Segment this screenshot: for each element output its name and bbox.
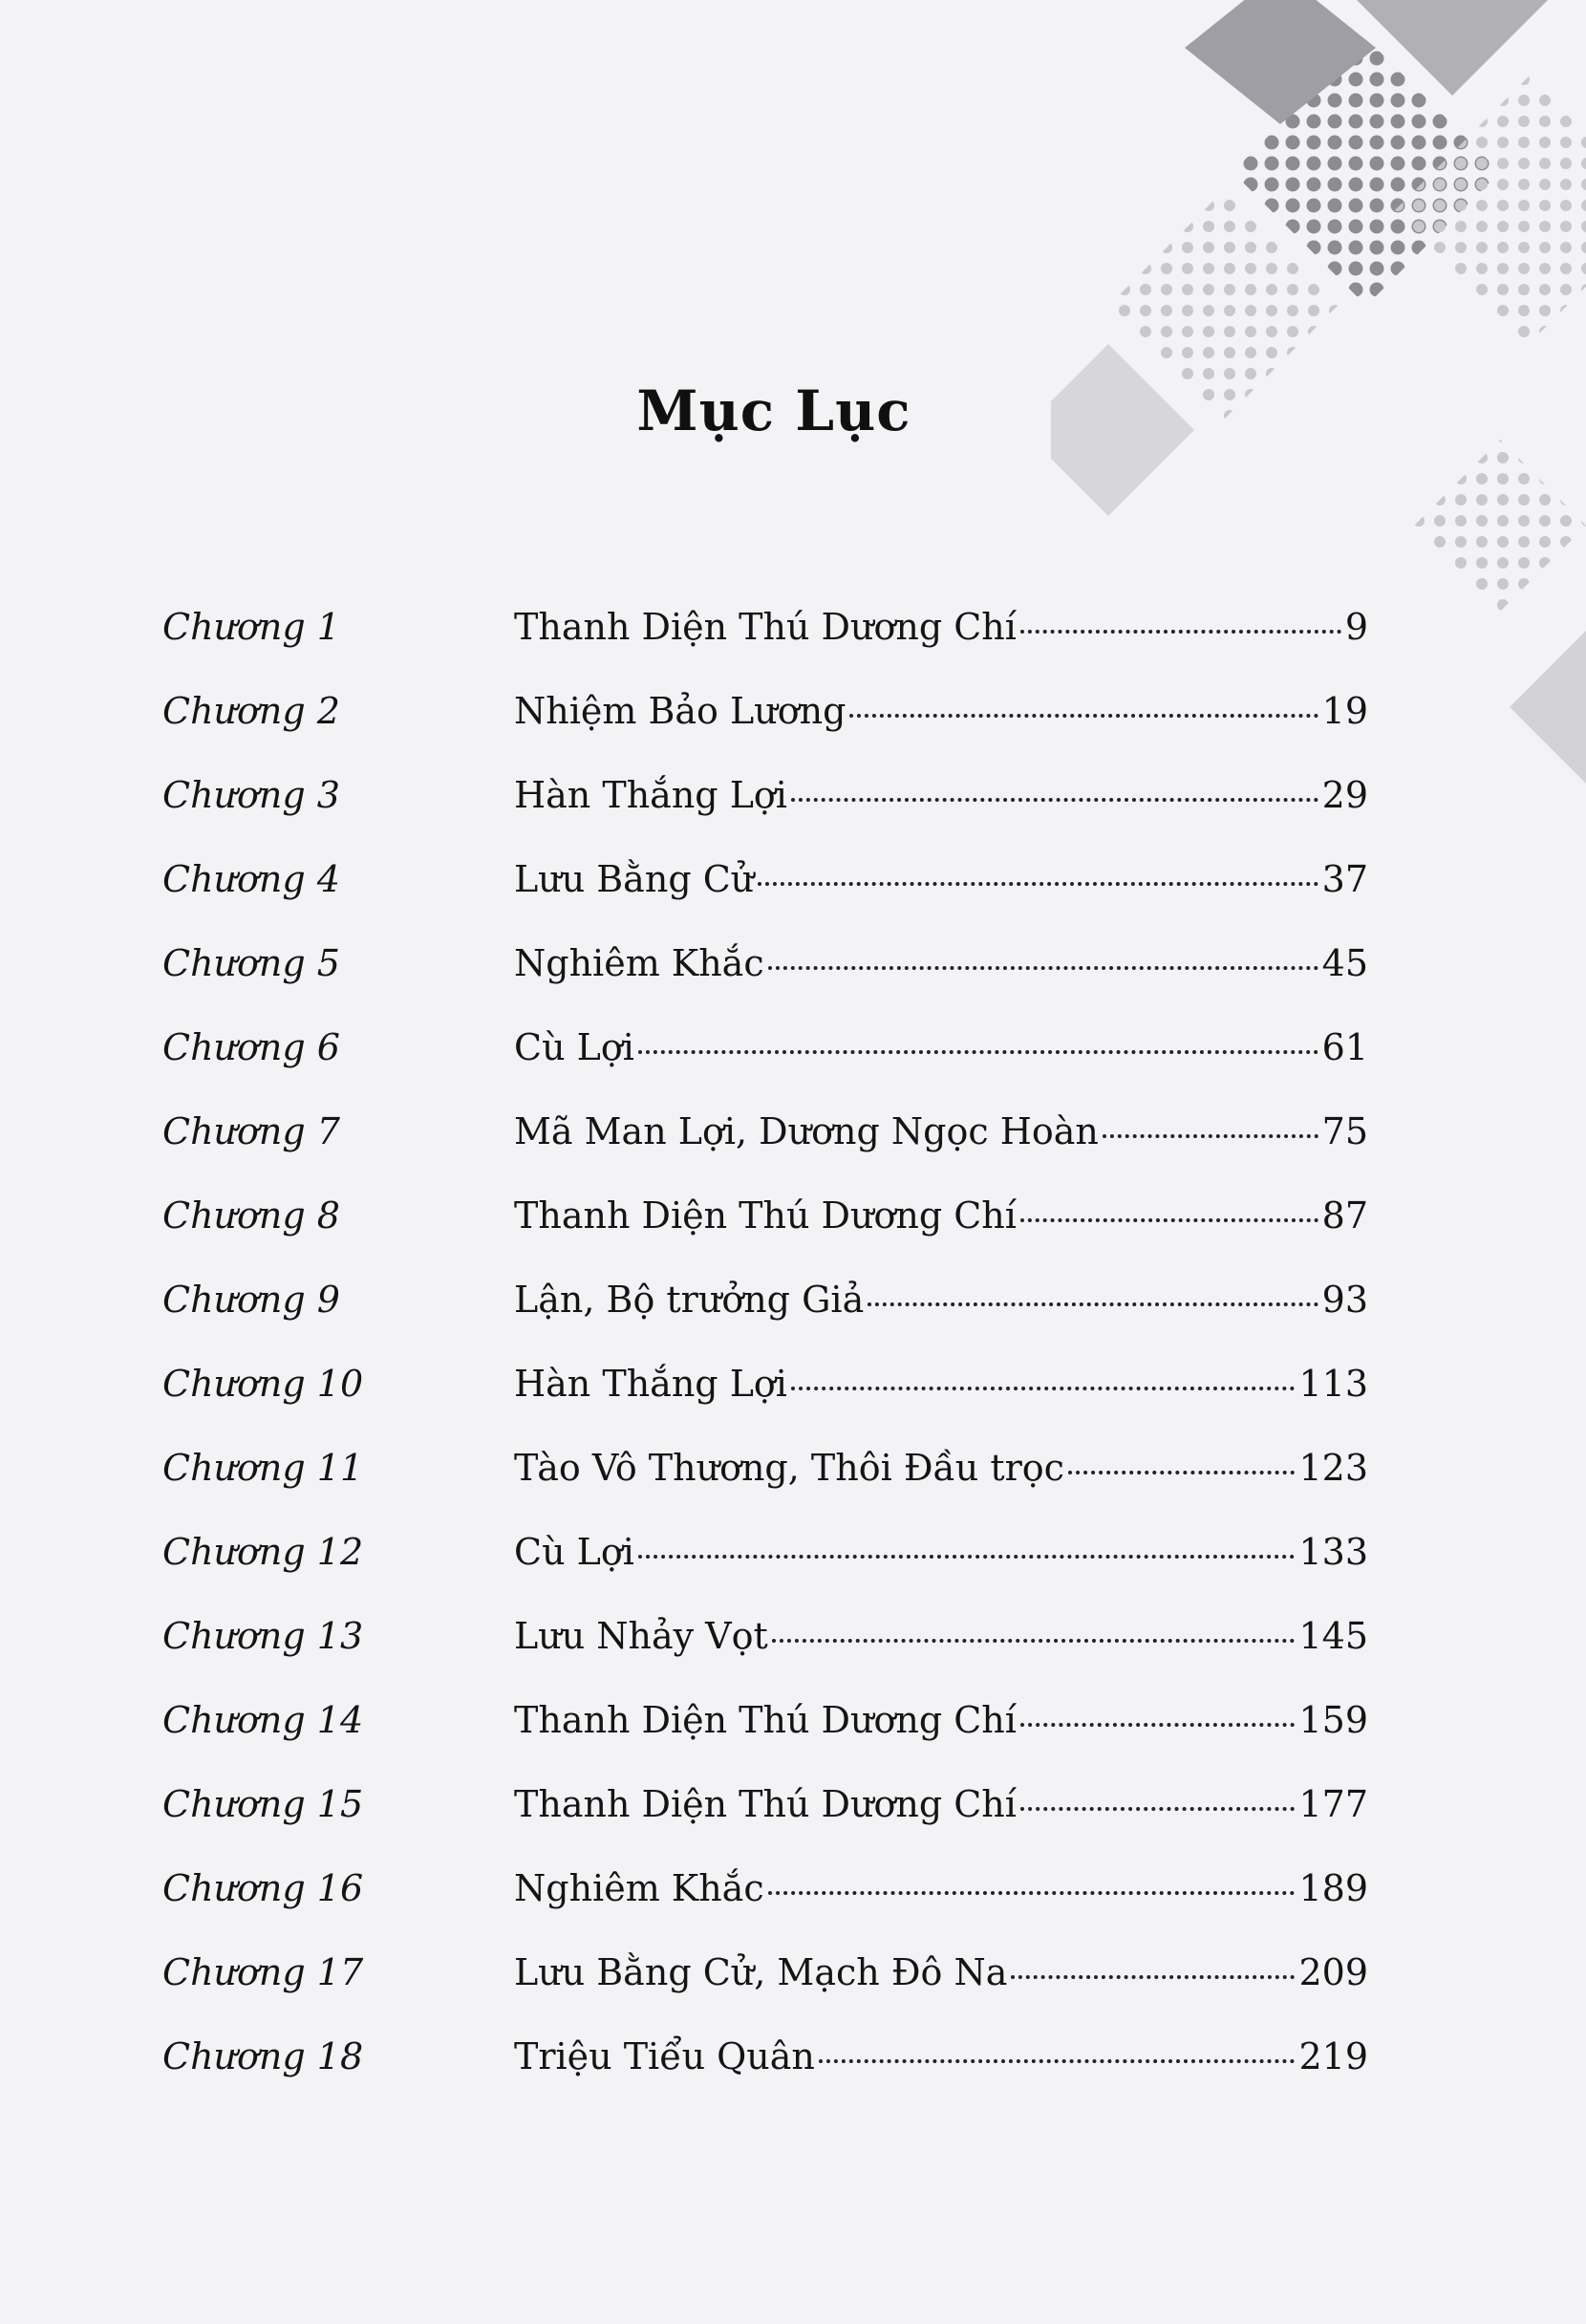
- toc-chapter-label: Chương 18: [162, 2035, 364, 2077]
- toc-page-number: 29: [1321, 774, 1368, 816]
- toc-entry: [162, 2028, 1368, 2112]
- toc-chapter-title: Lận, Bộ trưởng Giả: [514, 1279, 865, 1321]
- toc-page-number: 9: [1344, 606, 1368, 648]
- toc-entry: [162, 598, 1368, 682]
- toc-chapter-label: Chương 5: [162, 942, 340, 984]
- toc-chapter-label: Chương 4: [162, 858, 340, 900]
- toc-page-number: 123: [1298, 1447, 1368, 1489]
- toc-page-number: 19: [1321, 690, 1368, 732]
- dot-leader: [819, 2059, 1296, 2063]
- toc-chapter-label: Chương 17: [162, 1951, 364, 1993]
- dot-leader: [791, 798, 1318, 802]
- toc-page-number: 189: [1298, 1867, 1368, 1909]
- toc-chapter-title: Lưu Bằng Cử: [514, 858, 755, 900]
- toc-page-number: 75: [1321, 1110, 1368, 1152]
- toc-chapter-title: Cù Lợi: [514, 1531, 634, 1573]
- toc-entry: [162, 1523, 1368, 1607]
- dot-leader: [868, 1302, 1318, 1306]
- toc-page-number: 219: [1298, 2035, 1368, 2077]
- dot-leader: [1068, 1471, 1296, 1474]
- dot-leader: [1103, 1134, 1318, 1138]
- page-title: Mục Lục: [636, 378, 911, 443]
- toc-chapter-title: Nhiệm Bảo Lương: [514, 690, 847, 732]
- toc-entry: [162, 1019, 1368, 1103]
- toc-chapter-label: Chương 11: [162, 1447, 364, 1489]
- toc-page-number: 133: [1298, 1531, 1368, 1573]
- dot-leader: [1020, 1723, 1296, 1727]
- toc-entry: [162, 850, 1368, 935]
- toc-chapter-title: Nghiêm Khắc: [514, 1867, 764, 1909]
- toc-entry: [162, 1103, 1368, 1187]
- toc-chapter-title: Thanh Diện Thú Dương Chí: [514, 1194, 1017, 1237]
- dot-leader: [638, 1050, 1318, 1054]
- toc-entry: [162, 935, 1368, 1019]
- toc-chapter-title: Hàn Thắng Lợi: [514, 1363, 787, 1405]
- toc-page-number: 113: [1298, 1363, 1368, 1405]
- toc-chapter-label: Chương 10: [162, 1363, 364, 1405]
- toc-chapter-label: Chương 3: [162, 774, 340, 816]
- dot-leader: [768, 966, 1318, 970]
- dot-leader: [1020, 1218, 1318, 1222]
- toc-chapter-title: Thanh Diện Thú Dương Chí: [514, 606, 1017, 648]
- toc-chapter-title: Mã Man Lợi, Dương Ngọc Hoàn: [514, 1110, 1099, 1152]
- toc-page-number: 209: [1298, 1951, 1368, 1993]
- toc-page-number: 37: [1321, 858, 1368, 900]
- toc-chapter-title: Triệu Tiểu Quân: [514, 2035, 815, 2077]
- toc-entry: [162, 766, 1368, 850]
- toc-entry: [162, 1187, 1368, 1271]
- toc-chapter-label: Chương 15: [162, 1783, 364, 1825]
- toc-chapter-label: Chương 8: [162, 1194, 340, 1237]
- toc-page-number: 145: [1298, 1615, 1368, 1657]
- toc-page-number: 177: [1298, 1783, 1368, 1825]
- dot-leader: [638, 1555, 1296, 1559]
- dot-leader: [772, 1639, 1296, 1643]
- toc-chapter-title: Lưu Bằng Cử, Mạch Đô Na: [514, 1951, 1008, 1993]
- toc-chapter-label: Chương 9: [162, 1279, 340, 1321]
- toc-chapter-title: Cù Lợi: [514, 1026, 634, 1068]
- dot-leader: [791, 1387, 1296, 1390]
- toc-entry: [162, 1775, 1368, 1860]
- dot-leader: [1020, 630, 1341, 634]
- toc-chapter-title: Lưu Nhảy Vọt: [514, 1615, 768, 1657]
- dot-leader: [768, 1891, 1296, 1895]
- toc-chapter-title: Tào Vô Thương, Thôi Đầu trọc: [514, 1447, 1064, 1489]
- toc-entry: [162, 1860, 1368, 1944]
- toc-chapter-label: Chương 14: [162, 1699, 364, 1741]
- dot-leader: [1020, 1807, 1296, 1811]
- toc-entry: [162, 1355, 1368, 1439]
- toc-entry: [162, 1607, 1368, 1691]
- toc-chapter-title: Hàn Thắng Lợi: [514, 774, 787, 816]
- toc-chapter-label: Chương 6: [162, 1026, 340, 1068]
- toc-entry: [162, 1439, 1368, 1523]
- toc-chapter-title: Nghiêm Khắc: [514, 942, 764, 984]
- dot-leader: [758, 882, 1318, 886]
- toc-page-number: 45: [1321, 942, 1368, 984]
- toc-chapter-title: Thanh Diện Thú Dương Chí: [514, 1699, 1017, 1741]
- toc-page-number: 61: [1321, 1026, 1368, 1068]
- toc-chapter-label: Chương 13: [162, 1615, 364, 1657]
- toc-entry: [162, 682, 1368, 766]
- toc-page-number: 93: [1321, 1279, 1368, 1321]
- table-of-contents: [162, 598, 1368, 2112]
- toc-chapter-label: Chương 7: [162, 1110, 340, 1152]
- toc-chapter-label: Chương 2: [162, 690, 340, 732]
- toc-chapter-title: Thanh Diện Thú Dương Chí: [514, 1783, 1017, 1825]
- toc-page-number: 87: [1321, 1194, 1368, 1237]
- toc-chapter-label: Chương 16: [162, 1867, 364, 1909]
- dot-leader: [849, 714, 1318, 718]
- toc-entry: [162, 1271, 1368, 1355]
- dot-leader: [1011, 1975, 1295, 1979]
- toc-entry: [162, 1944, 1368, 2028]
- toc-chapter-label: Chương 1: [162, 606, 340, 648]
- toc-page-number: 159: [1298, 1699, 1368, 1741]
- toc-entry: [162, 1691, 1368, 1775]
- toc-chapter-label: Chương 12: [162, 1531, 364, 1573]
